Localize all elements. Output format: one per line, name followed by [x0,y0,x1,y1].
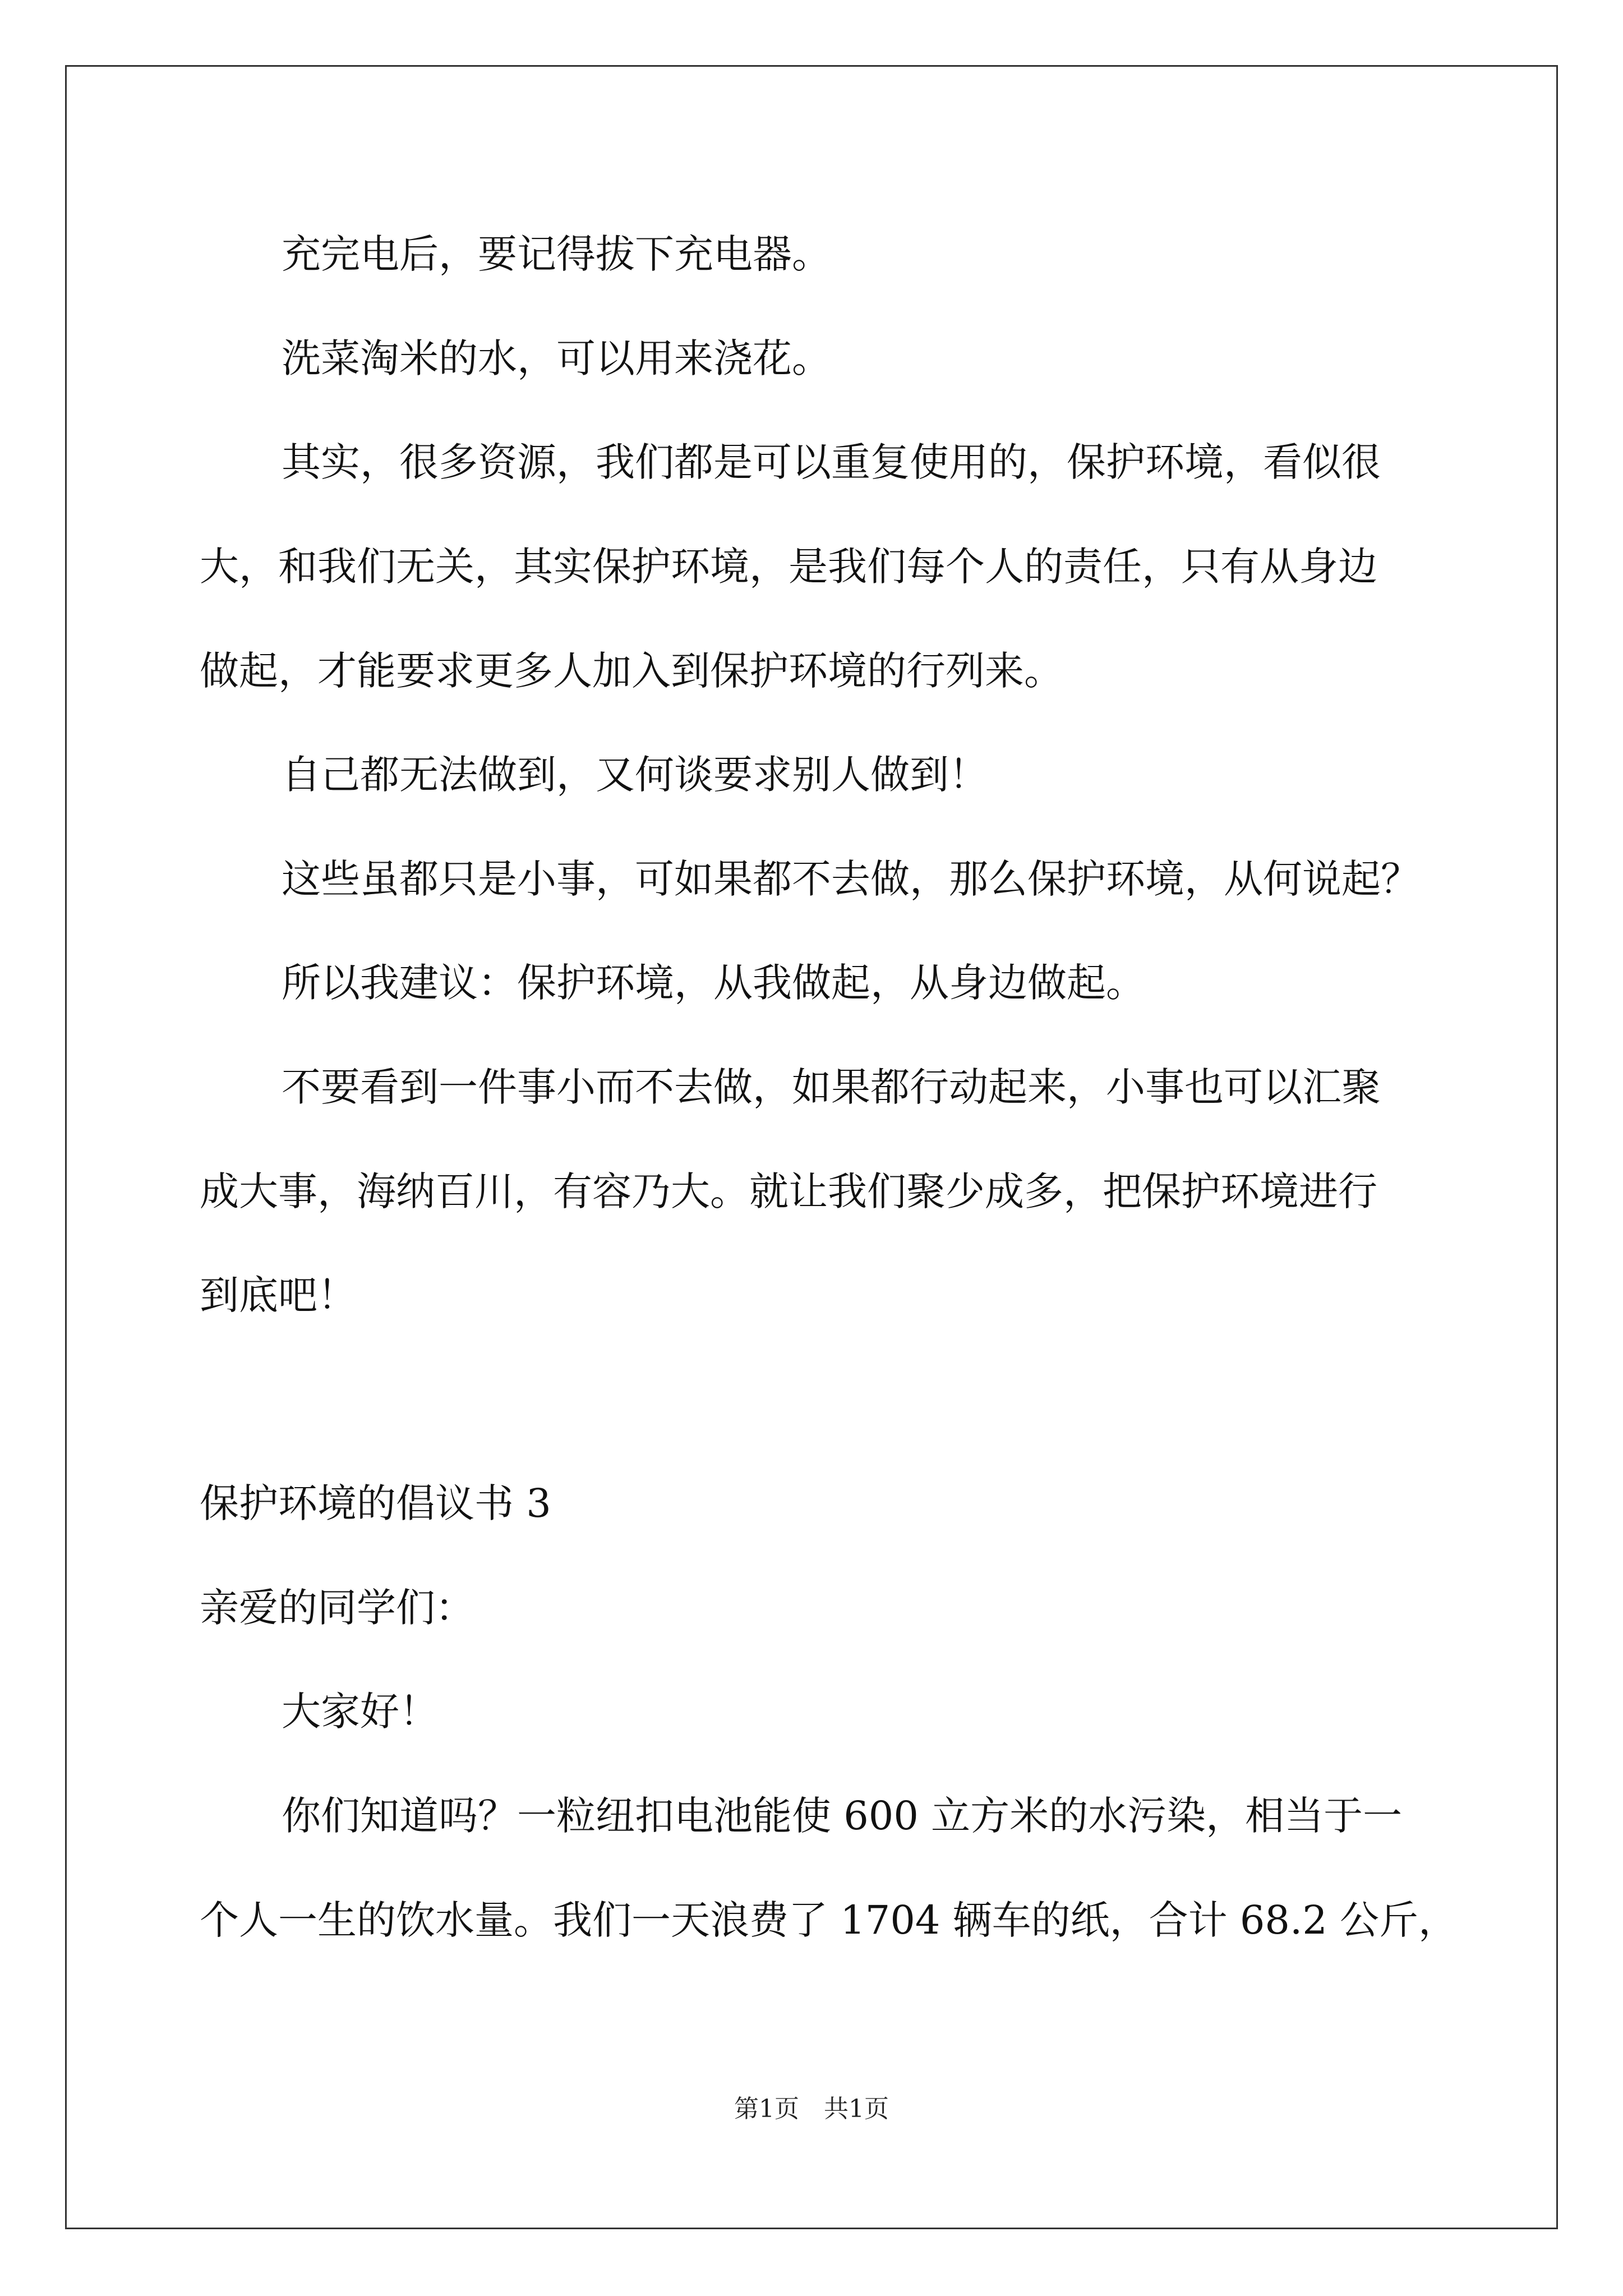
paragraph-line: 个人一生的饮水量。我们一天浪费了 1704 辆车的纸，合计 68.2 公斤， [200,1897,1458,1943]
salutation: 亲爱的同学们： [200,1585,474,1631]
paragraph-line: 到底吧！ [200,1272,357,1318]
paragraph-line: 成大事，海纳百川，有容乃大。就让我们聚少成多，把保护环境进行 [200,1168,1377,1214]
paragraph-line: 所以我建议：保护环境，从我做起，从身边做起。 [282,960,1145,1006]
page-number-total: 共1页 [824,2095,889,2123]
paragraph-line: 洗菜淘米的水，可以用来浇花。 [282,335,831,381]
page-footer [0,2092,1623,2126]
greeting: 大家好！ [282,1688,439,1734]
section-title: 保护环境的倡议书 3 [200,1480,551,1526]
paragraph-line: 其实，很多资源，我们都是可以重复使用的，保护环境，看似很 [282,439,1381,485]
paragraph-line: 大，和我们无关，其实保护环境，是我们每个人的责任，只有从身边 [200,544,1377,590]
paragraph-line: 这些虽都只是小事，可如果都不去做，那么保护环境，从何说起？ [282,856,1420,902]
page-number-current: 第1页 [734,2095,799,2123]
paragraph-line: 自己都无法做到，又何谈要求别人做到！ [282,752,988,798]
paragraph-line: 做起，才能要求更多人加入到保护环境的行列来。 [200,648,1063,694]
paragraph-line: 不要看到一件事小而不去做，如果都行动起来，小事也可以汇聚 [282,1064,1381,1110]
paragraph-line: 你们知道吗？一粒纽扣电池能使 600 立方米的水污染，相当于一 [282,1793,1403,1839]
paragraph-line: 充完电后，要记得拔下充电器。 [282,231,831,277]
